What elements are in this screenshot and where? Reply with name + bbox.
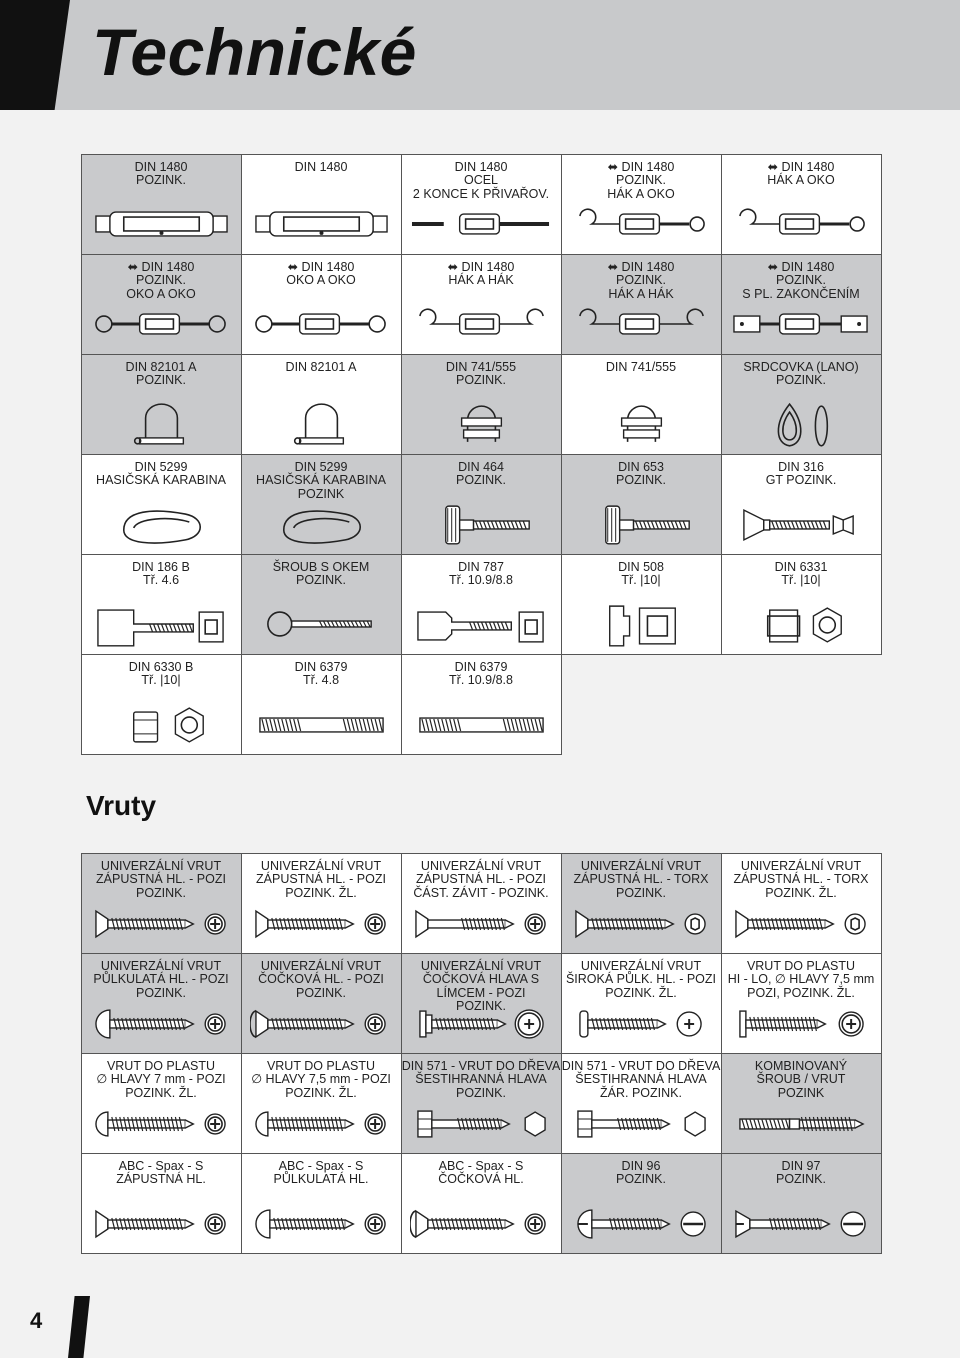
product-label: ABC - Spax - S ZÁPUSTNÁ HL. (116, 1158, 206, 1186)
plastic-screw-icon (250, 1099, 393, 1147)
product-label: DIN 653 POZINK. (615, 459, 666, 487)
t-slot-nut-icon (570, 600, 713, 648)
screws-table (81, 853, 881, 1253)
double-end-stud-icon (410, 700, 553, 748)
product-cell (721, 853, 882, 954)
din97-slotted-countersunk-screw-icon (730, 1199, 873, 1247)
product-cell (81, 654, 242, 755)
product-cell (721, 454, 882, 555)
product-label: DIN 6379 Tř. 10.9/8.8 (449, 659, 513, 687)
product-cell (401, 154, 562, 255)
product-cell (401, 254, 562, 355)
product-label: ⬌ DIN 1480 POZINK. HÁK A OKO (607, 159, 675, 201)
product-label: UNIVERZÁLNÍ VRUT ŠIROKÁ PŮLK. HL. - POZI POZINK. ŽL. (565, 958, 717, 1000)
product-label: UNIVERZÁLNÍ VRUT ČOČKOVÁ HL. - POZI POZINK. (258, 958, 384, 1000)
product-cell (401, 354, 562, 455)
wing-screw-icon (730, 500, 873, 548)
product-label: ⬌ DIN 1480 HÁK A OKO (767, 159, 835, 187)
carabiner-icon (90, 500, 233, 548)
product-cell (561, 154, 722, 255)
product-cell (401, 654, 562, 755)
product-cell (241, 554, 402, 655)
product-cell (721, 1053, 882, 1154)
product-label: VRUT DO PLASTU ∅ HLAVY 7 mm - POZI POZINK. ŽL. (96, 1058, 226, 1100)
spax-raised-head-screw-icon (410, 1199, 553, 1247)
header-accent-bar (0, 0, 70, 110)
product-cell (241, 354, 402, 455)
product-cell (561, 254, 722, 355)
combination-stud-screw-icon (730, 1099, 873, 1147)
collar-hex-nut-icon (730, 600, 873, 648)
product-label: DIN 571 - VRUT DO DŘEVA ŠESTIHRANNÁ HLAVA ŽÁR. POZINK. (561, 1058, 721, 1100)
countersunk-pozi-screw-icon (90, 899, 233, 947)
product-cell (241, 154, 402, 255)
t-head-bolt-icon (90, 600, 233, 648)
product-cell (401, 1153, 562, 1254)
product-cell (561, 953, 722, 1054)
product-label: ⬌ DIN 1480 POZINK. HÁK A HÁK (607, 259, 675, 301)
product-cell (81, 254, 242, 355)
product-cell (561, 1153, 722, 1254)
product-cell (561, 354, 722, 455)
product-label: ⬌ DIN 1480 POZINK. S PL. ZAKONČENÍM (742, 259, 860, 301)
product-cell (561, 554, 722, 655)
product-cell (721, 254, 882, 355)
title-word-2: Informace (435, 15, 756, 89)
product-cell (401, 554, 562, 655)
product-label: DIN 5299 HASIČSKÁ KARABINA (96, 459, 226, 487)
product-cell (241, 1053, 402, 1154)
product-label: DIN 741/555 (605, 359, 677, 374)
product-cell (241, 654, 402, 755)
product-label: ŠROUB S OKEM POZINK. (272, 559, 370, 587)
din96-slotted-round-head-screw-icon (570, 1199, 713, 1247)
turnbuckle-closed-body-icon (90, 200, 233, 248)
turnbuckle-eye-eye-icon (90, 300, 233, 348)
shackle-icon (90, 400, 233, 448)
product-cell (561, 853, 722, 954)
product-label: DIN 571 - VRUT DO DŘEVA ŠESTIHRANNÁ HLAVA POZINK. (401, 1058, 561, 1100)
shackle-icon (250, 400, 393, 448)
fasteners-table (81, 154, 881, 754)
product-cell (81, 1053, 242, 1154)
product-label: ABC - Spax - S PŮLKULATÁ HL. (273, 1158, 369, 1186)
product-label: UNIVERZÁLNÍ VRUT ZÁPUSTNÁ HL. - TORX POZINK. ŽL. (733, 858, 869, 900)
product-cell (81, 554, 242, 655)
wire-rope-clip-icon (570, 400, 713, 448)
product-label: DIN 6379 Tř. 4.8 (294, 659, 348, 687)
product-cell (81, 454, 242, 555)
flange-head-pozi-screw-icon (410, 999, 553, 1047)
turnbuckle-hook-eye-icon (570, 200, 713, 248)
plastic-screw-icon (90, 1099, 233, 1147)
product-label: UNIVERZÁLNÍ VRUT ZÁPUSTNÁ HL. - POZI POZINK. ŽL. (256, 858, 386, 900)
turnbuckle-hook-hook-icon (410, 300, 553, 348)
product-cell (401, 454, 562, 555)
title-word-1: Technické (92, 15, 417, 89)
product-label: DIN 741/555 POZINK. (445, 359, 517, 387)
product-label: VRUT DO PLASTU HI - LO, ∅ HLAVY 7,5 mm POZI, POZINK. ŽL. (727, 958, 875, 1000)
product-label: DIN 1480 OCEL 2 KONCE K PŘIVAŘOV. (412, 159, 550, 201)
product-label: SRDCOVKA (LANO) POZINK. (743, 359, 859, 387)
turnbuckle-eye-eye-icon (250, 300, 393, 348)
product-cell (81, 853, 242, 954)
page-header (0, 0, 960, 110)
product-cell (561, 1053, 722, 1154)
product-label: UNIVERZÁLNÍ VRUT ZÁPUSTNÁ HL. - TORX POZINK. (573, 858, 709, 900)
product-label: KOMBINOVANÝ ŠROUB / VRUT POZINK (754, 1058, 848, 1100)
product-cell (241, 1153, 402, 1254)
turnbuckle-plate-ends-icon (730, 300, 873, 348)
product-label: DIN 6330 B Tř. |10| (128, 659, 194, 687)
product-label: DIN 6331 Tř. |10| (774, 559, 828, 587)
product-cell (81, 154, 242, 255)
wire-rope-clip-icon (410, 400, 553, 448)
section-title-vruty: Vruty (86, 790, 157, 821)
countersunk-partial-thread-screw-icon (410, 899, 553, 947)
product-label: DIN 508 Tř. |10| (618, 559, 664, 587)
eye-bolt-icon (250, 600, 393, 648)
product-cell (721, 154, 882, 255)
product-cell (561, 454, 722, 555)
knurled-thumb-screw-icon (570, 500, 713, 548)
product-cell (721, 354, 882, 455)
product-label: UNIVERZÁLNÍ VRUT PŮLKULATÁ HL. - POZI POZINK. (93, 958, 229, 1000)
product-label: ⬌ DIN 1480 HÁK A HÁK (447, 259, 515, 287)
product-label: DIN 186 B Tř. 4.6 (132, 559, 190, 587)
product-label: DIN 464 POZINK. (455, 459, 506, 487)
product-cell (241, 953, 402, 1054)
product-label: DIN 5299 HASIČSKÁ KARABINA POZINK (256, 459, 386, 501)
hex-lag-screw-icon (570, 1099, 713, 1147)
product-label: ABC - Spax - S ČOČKOVÁ HL. (438, 1158, 524, 1186)
double-end-stud-icon (250, 700, 393, 748)
product-cell (401, 1053, 562, 1154)
product-cell (81, 953, 242, 1054)
page-number: 4 (30, 1308, 43, 1333)
product-label: DIN 316 GT POZINK. (765, 459, 837, 487)
hilo-plastic-screw-icon (730, 999, 873, 1047)
product-label: UNIVERZÁLNÍ VRUT ZÁPUSTNÁ HL. - POZI ČÁST. ZÁVIT - POZINK. (413, 858, 549, 900)
product-label: ⬌ DIN 1480 POZINK. OKO A OKO (126, 259, 196, 301)
product-label: VRUT DO PLASTU ∅ HLAVY 7,5 mm - POZI POZINK. ŽL. (251, 1058, 391, 1100)
product-cell (401, 953, 562, 1054)
turnbuckle-hook-hook-icon (570, 300, 713, 348)
product-label: DIN 82101 A (285, 359, 357, 374)
product-cell (241, 254, 402, 355)
turnbuckle-weld-ends-icon (410, 200, 553, 248)
product-label: DIN 97 POZINK. (775, 1158, 826, 1186)
product-label: UNIVERZÁLNÍ VRUT ZÁPUSTNÁ HL. - POZI POZINK. (96, 858, 226, 900)
product-label: DIN 96 POZINK. (615, 1158, 666, 1186)
hex-lag-screw-icon (410, 1099, 553, 1147)
t-slot-bolt-icon (410, 600, 553, 648)
product-label: DIN 1480 (294, 159, 348, 174)
product-cell (81, 1153, 242, 1254)
countersunk-pozi-screw-icon (250, 899, 393, 947)
product-label: ⬌ DIN 1480 OKO A OKO (286, 259, 356, 287)
product-label: DIN 82101 A POZINK. (125, 359, 197, 387)
product-cell (401, 853, 562, 954)
product-cell (721, 554, 882, 655)
spax-countersunk-screw-icon (90, 1199, 233, 1247)
wafer-head-pozi-screw-icon (570, 999, 713, 1047)
turnbuckle-hook-eye-icon (730, 200, 873, 248)
pan-head-pozi-screw-icon (90, 999, 233, 1047)
hex-nut-icon (90, 700, 233, 748)
carabiner-icon (250, 500, 393, 548)
product-label: UNIVERZÁLNÍ VRUT ČOČKOVÁ HLAVA S LÍMCEM - POZI POZINK. (420, 958, 542, 1013)
rope-thimble-icon (730, 400, 873, 448)
countersunk-torx-screw-icon (570, 899, 713, 947)
product-cell (721, 953, 882, 1054)
product-label: DIN 787 Tř. 10.9/8.8 (449, 559, 513, 587)
knurled-thumb-screw-icon (410, 500, 553, 548)
product-label: DIN 1480 POZINK. (134, 159, 188, 187)
product-cell (81, 354, 242, 455)
page-title (92, 14, 756, 90)
raised-head-pozi-screw-icon (250, 999, 393, 1047)
product-cell (241, 853, 402, 954)
turnbuckle-closed-body-icon (250, 200, 393, 248)
countersunk-torx-screw-icon (730, 899, 873, 947)
product-cell (721, 1153, 882, 1254)
spax-pan-head-screw-icon (250, 1199, 393, 1247)
product-cell (241, 454, 402, 555)
